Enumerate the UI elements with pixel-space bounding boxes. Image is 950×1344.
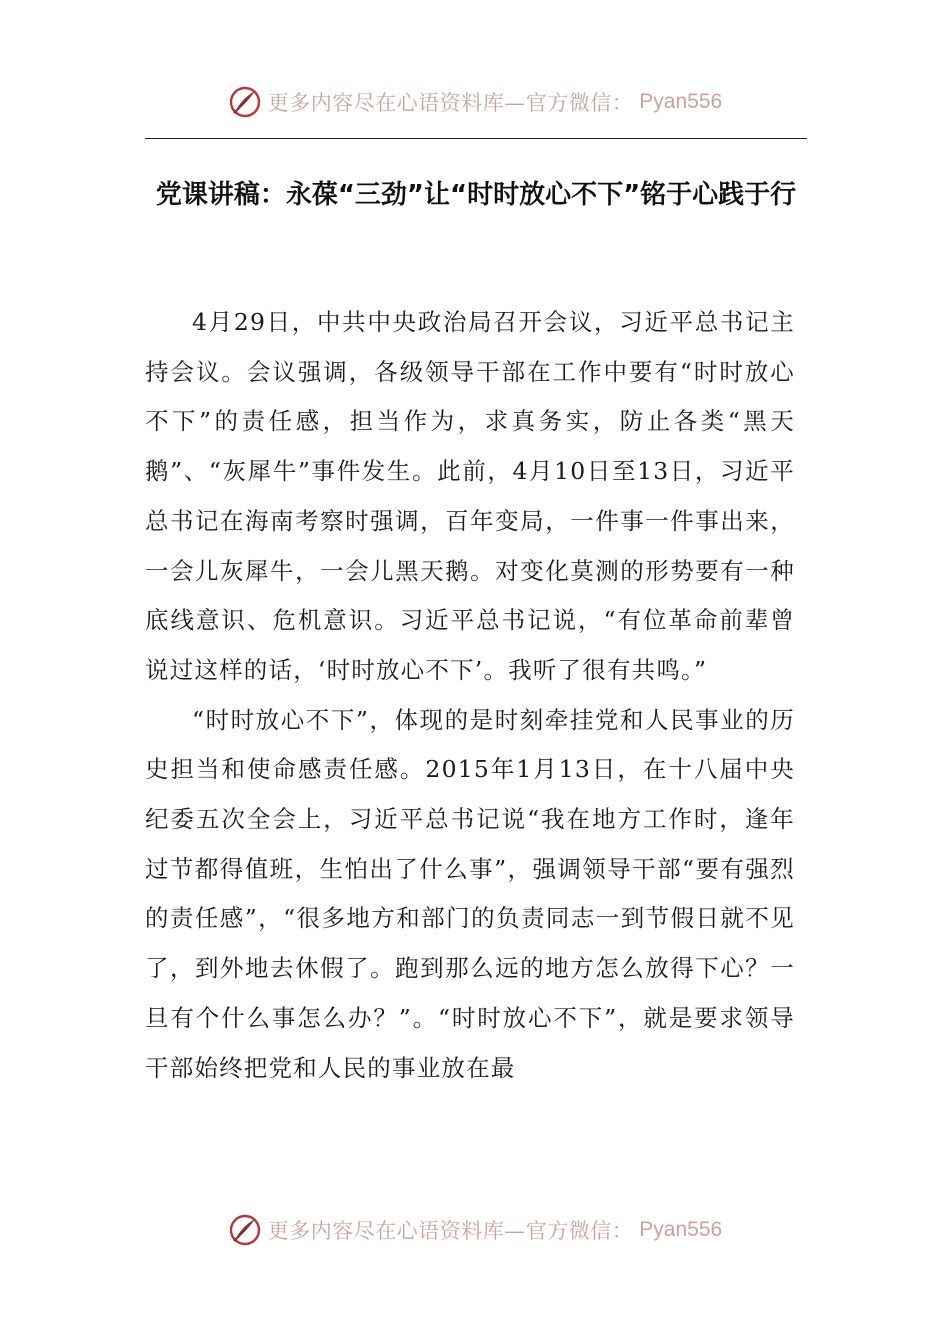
watermark-wechat-id: Pyan556 [639, 1218, 723, 1241]
document-title: 党课讲稿：永葆“三劲”让“时时放心不下”铭于心践于行 [155, 180, 797, 210]
quill-logo-icon [228, 85, 262, 119]
paragraph: “时时放心不下”，体现的是时刻牵挂党和人民事业的历史担当和使命感责任感。2015年1月13日，在十八届中央纪委五次全会上，习近平总书记说“我在地方工作时，逢年过节都得值班，生怕出了什么事”，强调领导干部“要有强烈的责任感”，“很多地方和部门的负责同志一到节假日就不见了，到外地去休假了。跑到那么远的地方怎么放得下心？一旦有个什么事怎么办？”。“时时放心不下”，就是要求领导干部始终把党和人民的事业放在最 [145, 705, 795, 1082]
document-body [145, 298, 795, 1093]
header-divider [145, 138, 807, 139]
header-watermark [0, 82, 950, 122]
paragraph: 4月29日，中共中央政治局召开会议，习近平总书记主持会议。会议强调，各级领导干部在工作中要有“时时放心不下”的责任感，担当作为，求真务实，防止各类“黑天鹅”、“灰犀牛”事件发生。此前，4月10日至13日，习近平总书记在海南考察时强调，百年变局，一件事一件事出来，一会儿灰犀牛，一会儿黑天鹅。对变化莫测的形势要有一种底线意识、危机意识。习近平总书记说，“有位革命前辈曾说过这样的话，‘时时放心不下’。我听了很有共鸣。” [145, 308, 795, 684]
quill-logo-icon [228, 1213, 262, 1247]
watermark-wechat-id: Pyan556 [639, 90, 723, 113]
watermark-text: 更多内容尽在心语资料库—官方微信： [267, 1219, 634, 1243]
footer-watermark [0, 1210, 950, 1250]
watermark-text: 更多内容尽在心语资料库—官方微信： [267, 91, 634, 115]
